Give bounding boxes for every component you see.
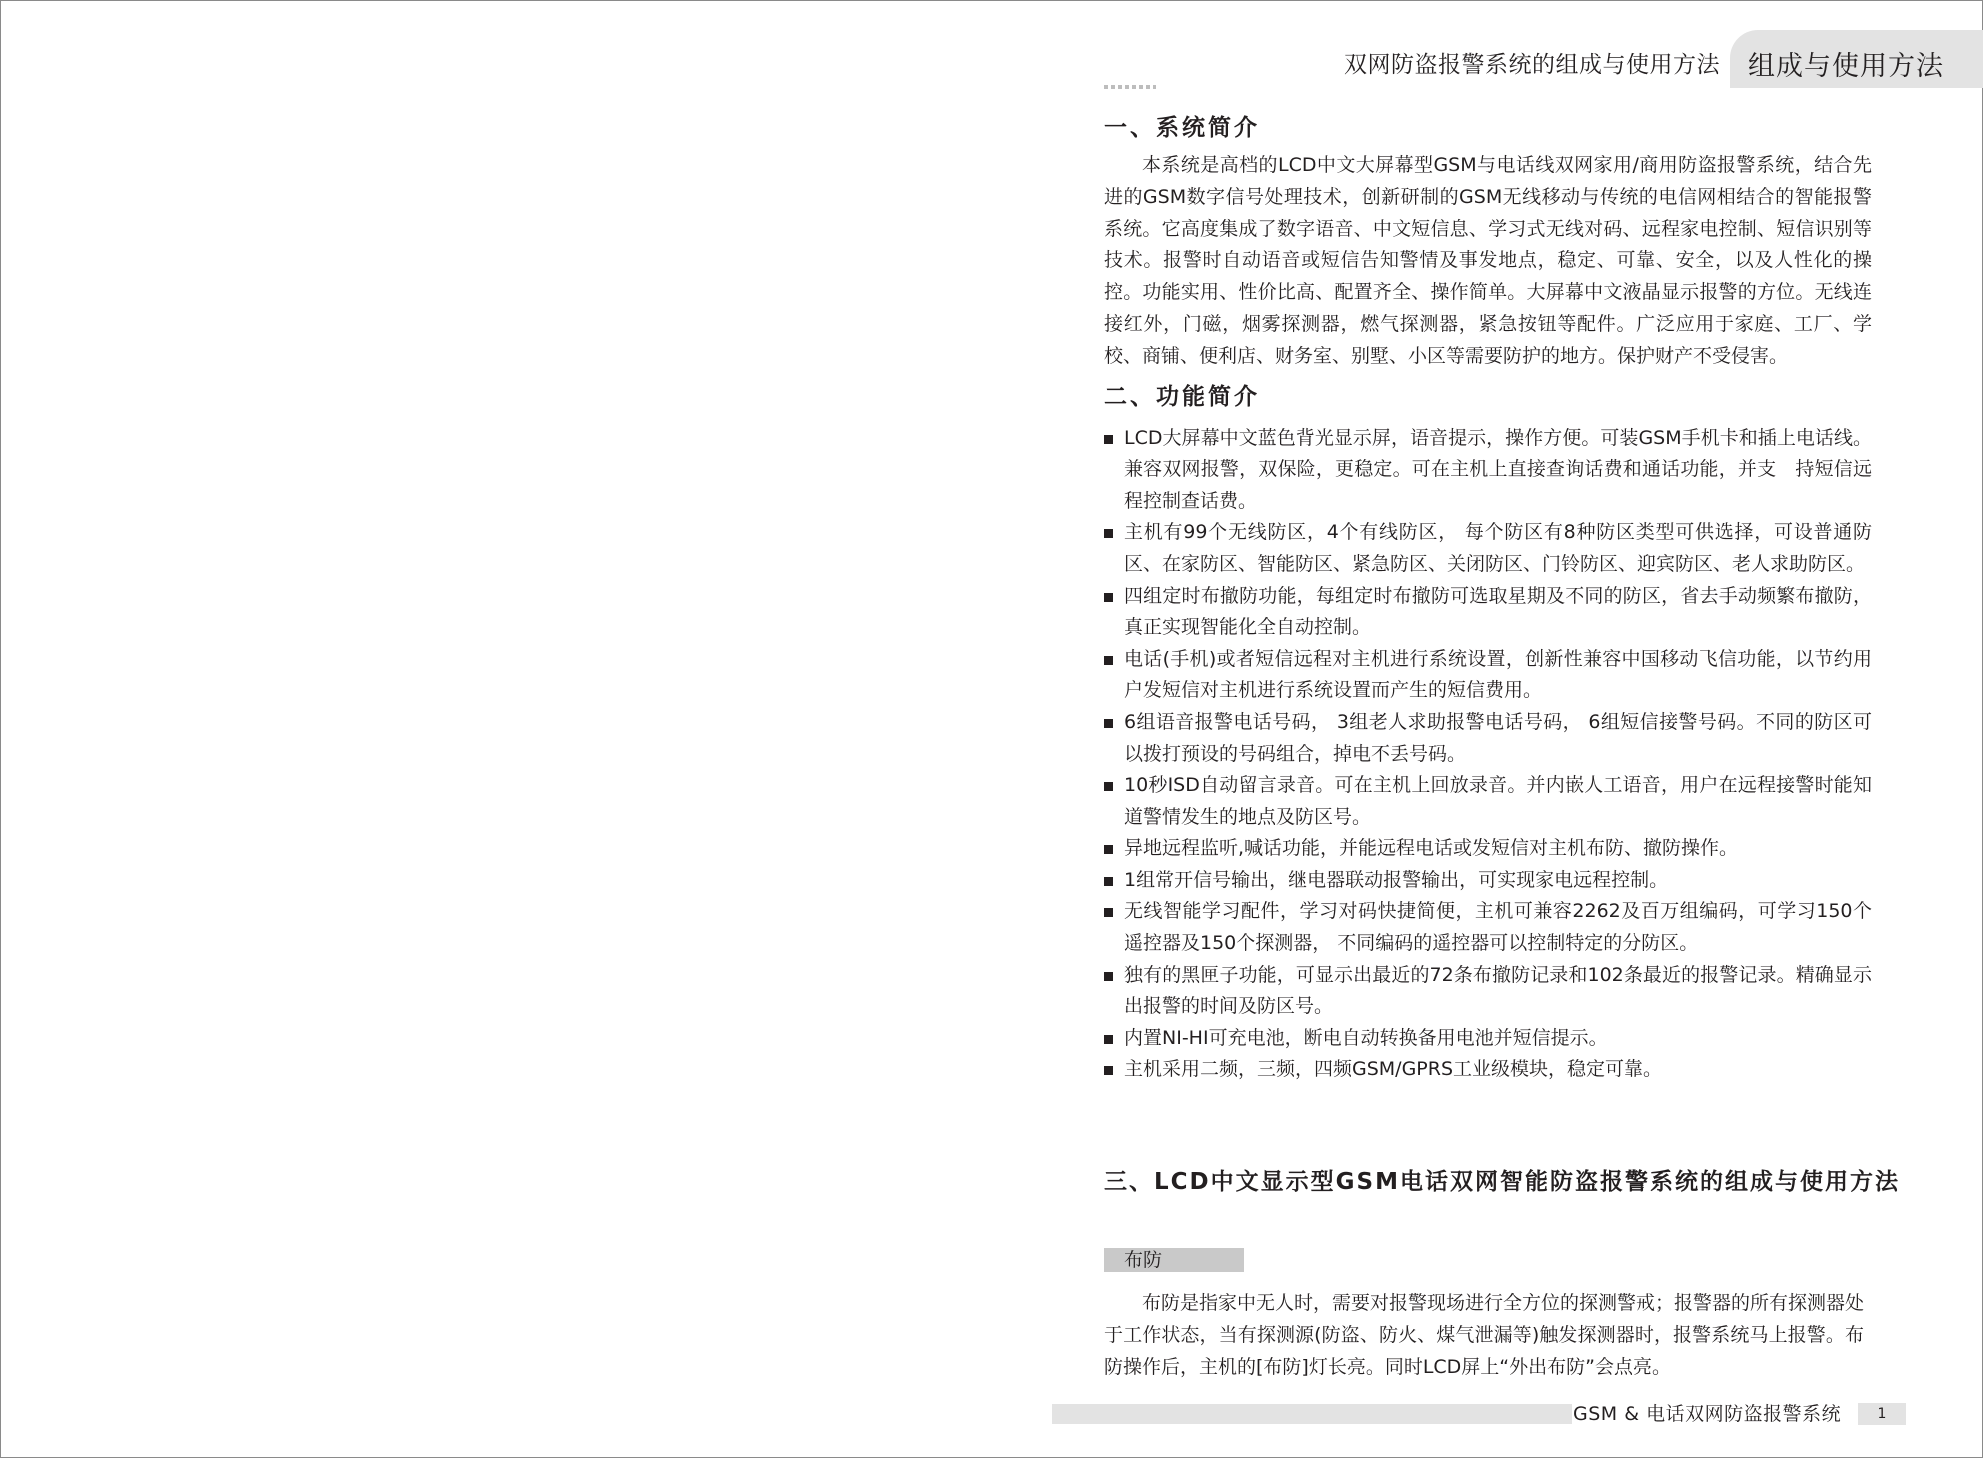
- feature-item: [1104, 517, 1872, 580]
- square-bullet-icon: [1104, 972, 1113, 981]
- header-tab-label: 组成与使用方法: [1748, 51, 1944, 82]
- feature-text: 6组语音报警电话号码， 3组老人求助报警电话号码， 6组短信接警号码。不同的防区可以拨打预设的号码组合，掉电不丢号码。: [1124, 710, 1872, 765]
- footer-page-box: [1858, 1403, 1906, 1425]
- feature-text: 无线智能学习配件，学习对码快捷简便，主机可兼容2262及百万组编码，可学习150个遥控器及150个探测器， 不同编码的遥控器可以控制特定的分防区。: [1124, 900, 1872, 955]
- square-bullet-icon: [1104, 845, 1113, 854]
- feature-item: [1104, 423, 1872, 518]
- footer-bar: [1052, 1404, 1572, 1424]
- feature-text: 四组定时布撤防功能，每组定时布撤防可选取星期及不同的防区，省去手动频繁布撤防，真正实现智能化全自动控制。: [1124, 584, 1872, 639]
- feature-item: [1104, 1054, 1872, 1086]
- feature-item: [1104, 707, 1872, 770]
- feature-text: 主机采用二频，三频，四频GSM/GPRS工业级模块，稳定可靠。: [1124, 1058, 1663, 1081]
- feature-text: LCD大屏幕中文蓝色背光显示屏，语音提示，操作方便。可装GSM手机卡和插上电话线。兼容双网报警，双保险，更稳定。可在主机上直接查询话费和通话功能，并支 持短信远程控制查话费。: [1124, 426, 1872, 512]
- section1-paragraph: 本系统是高档的LCD中文大屏幕型GSM与电话线双网家用/商用防盗报警系统，结合先进的GSM数字信号处理技术，创新研制的GSM无线移动与传统的电信网相结合的智能报警系统。它高度集成了数字语音、中文短信息、学习式无线对码、远程家电控制、短信识别等技术。报警时自动语音或短信告知警情及事发地点，稳定、可靠、安全，以及人性化的操控。功能实用、性价比高、配置齐全、操作简单。大屏幕中文液晶显示报警的方位。无线连接红外，门磁，烟雾探测器，燃气探测器，紧急按钮等配件。广泛应用于家庭、工厂、学校、商铺、便利店、财务室、别墅、小区等需要防护的地方。保护财产不受侵害。: [1104, 154, 1872, 367]
- header-dotted-rule: [1104, 85, 1156, 89]
- feature-item: [1104, 770, 1872, 833]
- feature-text: 主机有99个无线防区，4个有线防区， 每个防区有8种防区类型可供选择，可设普通防区、在家防区、智能防区、紧急防区、关闭防区、门铃防区、迎宾防区、老人求助防区。: [1124, 521, 1872, 575]
- section3-heading: 三、LCD中文显示型GSM电话双网智能防盗报警系统的组成与使用方法: [1104, 1169, 1900, 1195]
- feature-text: 异地远程监听,喊话功能，并能远程电话或发短信对主机布防、撤防操作。: [1124, 837, 1739, 860]
- square-bullet-icon: [1104, 1035, 1113, 1044]
- square-bullet-icon: [1104, 656, 1113, 665]
- square-bullet-icon: [1104, 782, 1113, 791]
- feature-text: 1组常开信号输出，继电器联动报警输出，可实现家电远程控制。: [1124, 868, 1669, 891]
- feature-text: 电话(手机)或者短信远程对主机进行系统设置，创新性兼容中国移动飞信功能，以节约用户发短信对主机进行系统设置而产生的短信费用。: [1124, 647, 1872, 702]
- footer-text: GSM & 电话双网防盗报警系统: [1573, 1403, 1842, 1425]
- feature-item: [1104, 896, 1872, 959]
- square-bullet-icon: [1104, 1066, 1113, 1075]
- feature-item: [1104, 865, 1872, 897]
- feature-text: 独有的黑匣子功能，可显示出最近的72条布撤防记录和102条最近的报警记录。精确显示出报警的时间及防区号。: [1124, 963, 1872, 1018]
- square-bullet-icon: [1104, 877, 1113, 886]
- section3-paragraph: 布防是指家中无人时，需要对报警现场进行全方位的探测警戒；报警器的所有探测器处于工作状态，当有探测源(防盗、防火、煤气泄漏等)触发探测器时，报警系统马上报警。布防操作后，主机的[布防]灯长亮。同时LCD屏上“外出布防”会点亮。: [1104, 1292, 1865, 1378]
- main-content: [1104, 108, 1872, 1086]
- square-bullet-icon: [1104, 435, 1113, 444]
- square-bullet-icon: [1104, 908, 1113, 917]
- section-tag: [1104, 1248, 1244, 1272]
- header-title: 双网防盗报警系统的组成与使用方法: [1344, 52, 1720, 78]
- square-bullet-icon: [1104, 593, 1113, 602]
- feature-text: 内置NI-HI可充电池，断电自动转换备用电池并短信提示。: [1124, 1026, 1608, 1049]
- page-number: 1: [1877, 1406, 1887, 1422]
- square-bullet-icon: [1104, 719, 1113, 728]
- section1-heading: 一、系统简介: [1104, 115, 1260, 141]
- feature-item: [1104, 581, 1872, 644]
- section2-heading: 二、功能简介: [1104, 383, 1260, 410]
- feature-item: [1104, 960, 1872, 1023]
- feature-text: 10秒ISD自动留言录音。可在主机上回放录音。并内嵌人工语音，用户在远程接警时能知道警情发生的地点及防区号。: [1124, 774, 1872, 828]
- square-bullet-icon: [1104, 529, 1113, 538]
- feature-item: [1104, 1023, 1872, 1055]
- feature-list: [1104, 423, 1872, 1086]
- feature-item: [1104, 644, 1872, 707]
- section-tag-label: 布防: [1124, 1249, 1163, 1271]
- feature-item: [1104, 833, 1872, 865]
